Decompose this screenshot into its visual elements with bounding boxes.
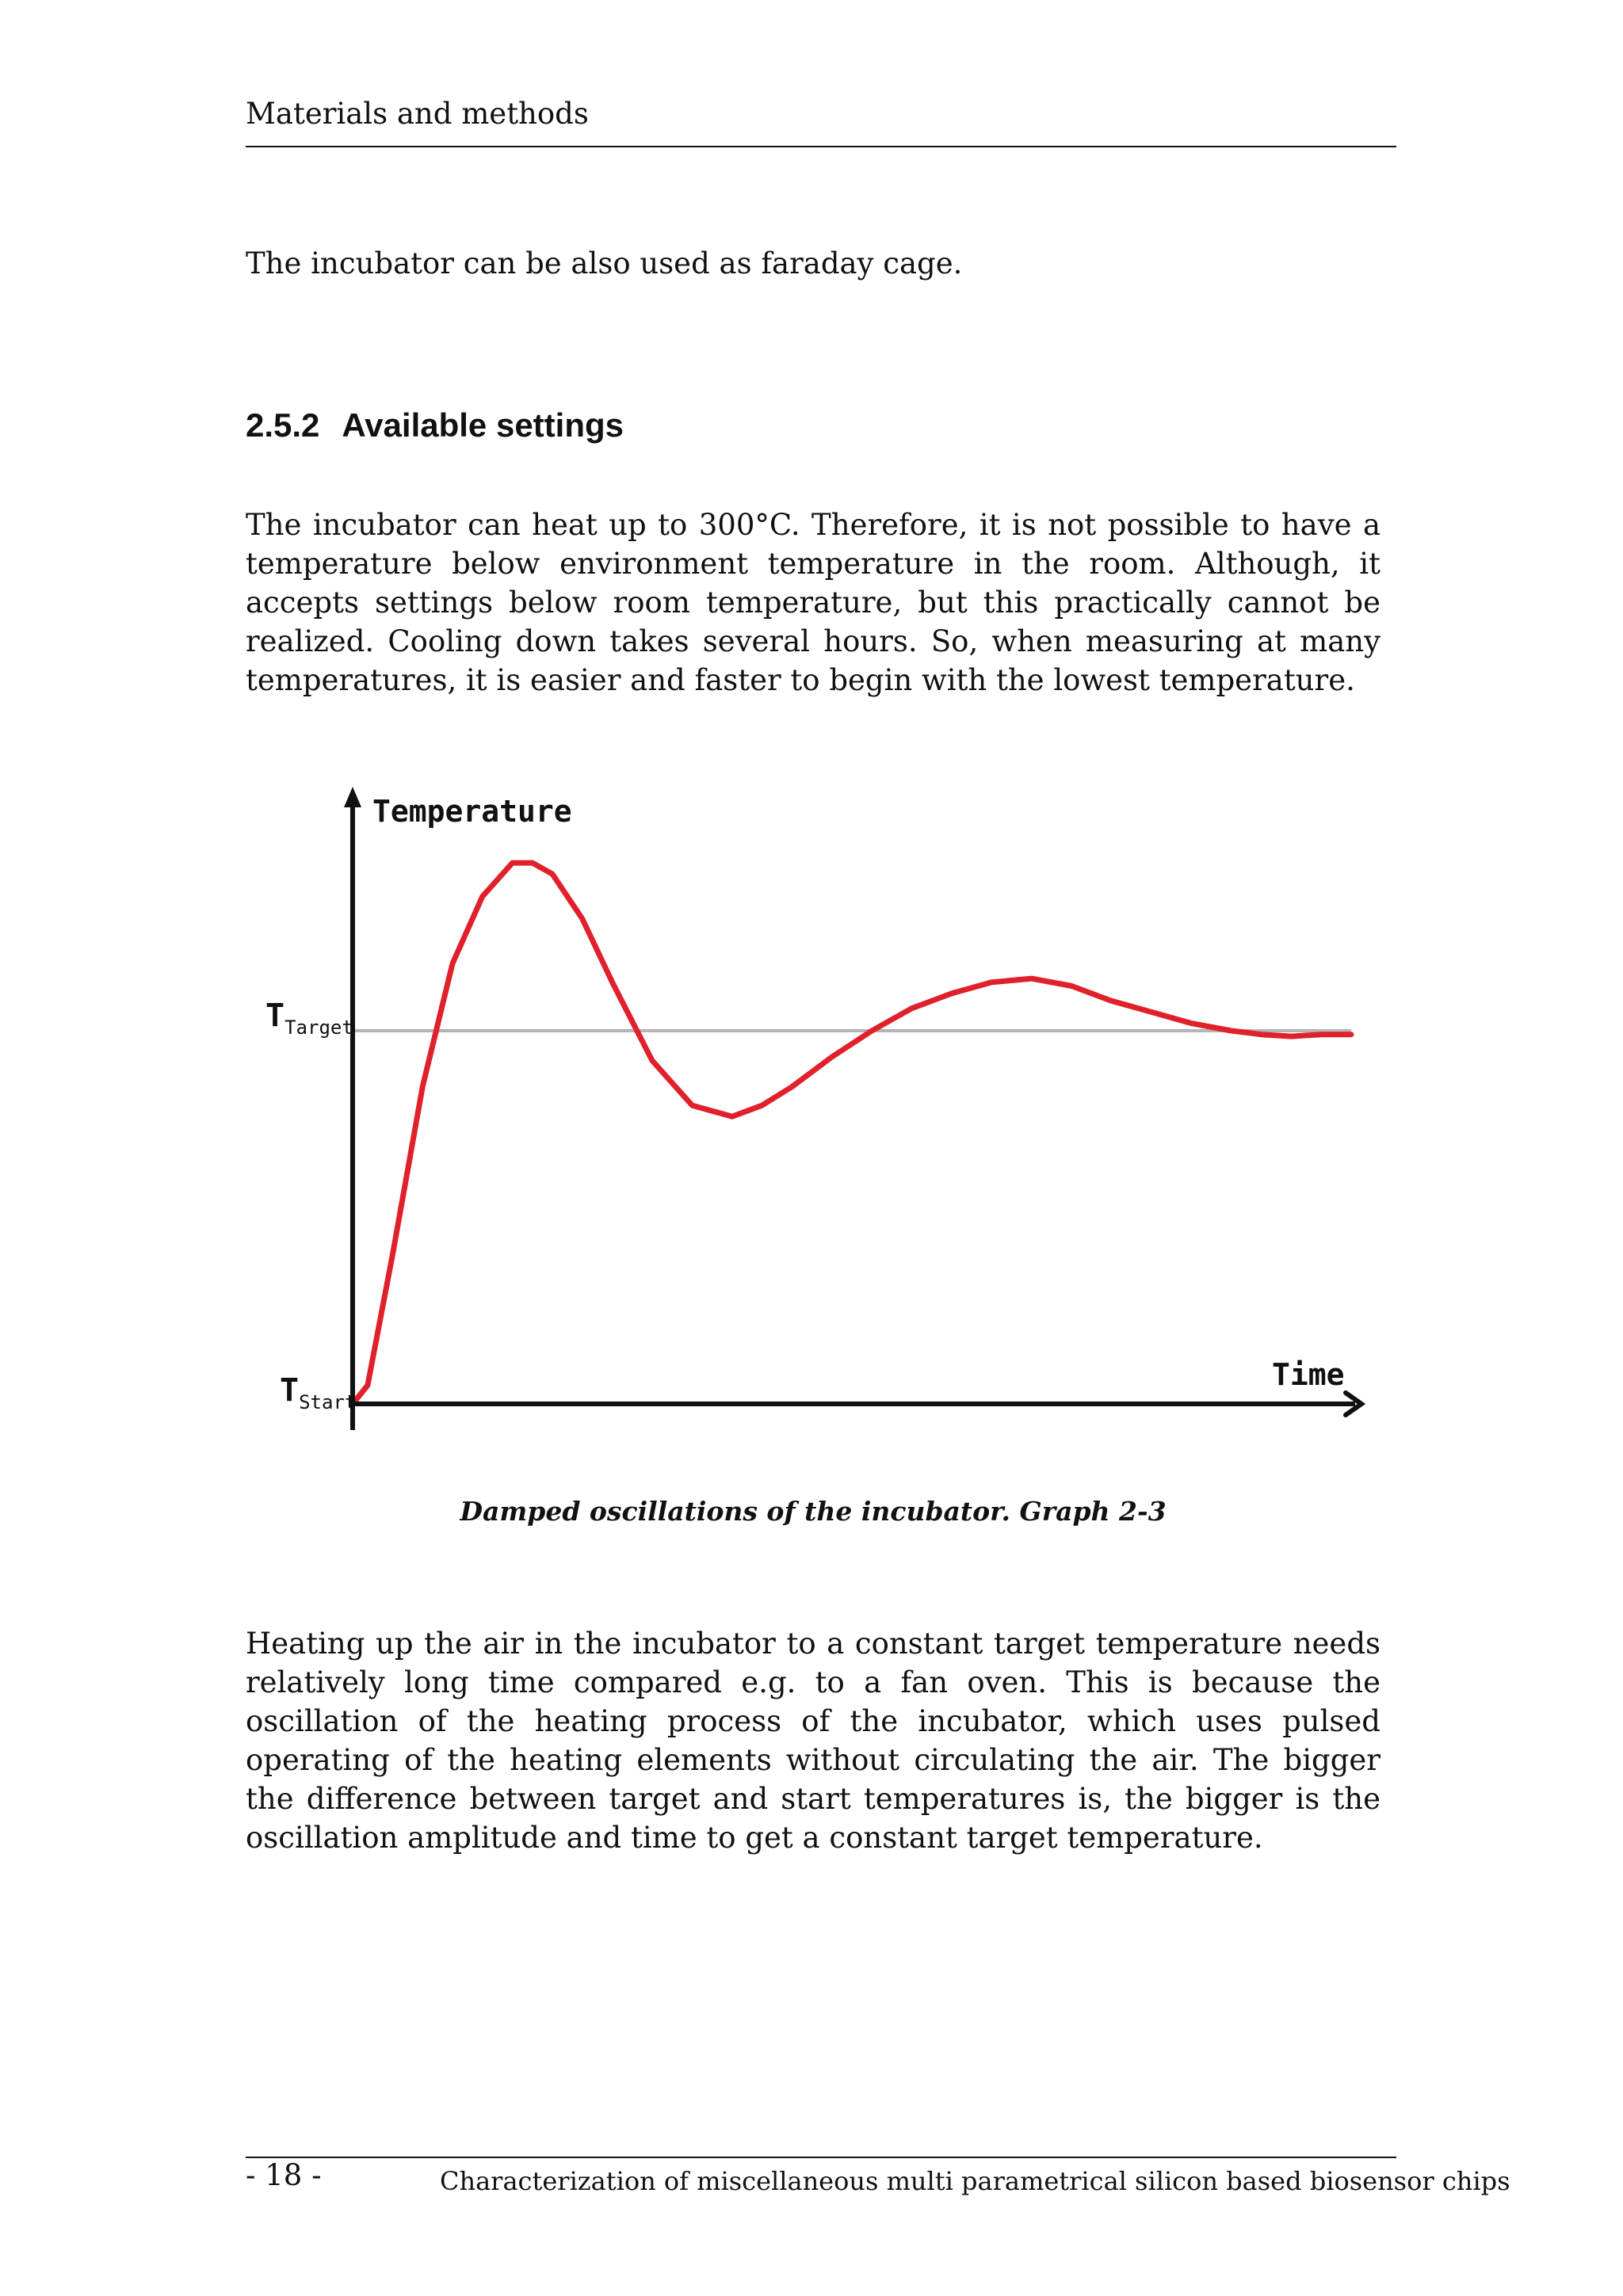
page-number: - 18 - [246, 2158, 322, 2192]
tick-target-sub: Target [285, 1016, 353, 1039]
section-number: 2.5.2 [246, 406, 320, 444]
intro-paragraph: The incubator can be also used as faraday cage. [246, 246, 963, 280]
figure-caption: Damped oscillations of the incubator. Graph 2-3 [460, 1496, 1167, 1527]
x-axis-label: Time [1272, 1357, 1345, 1392]
tick-label-start [280, 1372, 356, 1413]
tick-start-main: T [280, 1372, 300, 1409]
section-heading [246, 406, 624, 445]
section-title: Available settings [342, 406, 624, 444]
tick-label-target [265, 997, 353, 1039]
damped-oscillation-figure [254, 780, 1387, 1446]
running-header: Materials and methods [246, 97, 589, 131]
y-axis-arrowhead [344, 787, 361, 807]
footer-title: Characterization of miscellaneous multi parametrical silicon based biosensor chips [440, 2166, 1510, 2196]
heating-paragraph: Heating up the air in the incubator to a constant target temperature needs relatively long time compared e.g. to a fan oven. This is because the oscillation of the heating process of the incubator, which uses pulsed operating of the heating elements without circulating the air. The bigger the difference between target and start temperatures is, the bigger is the oscillation amplitude and time to get a constant target temperature. [246, 1627, 1381, 1855]
temperature-curve [353, 863, 1351, 1404]
tick-target-main: T [265, 997, 285, 1034]
y-axis-label: Temperature [372, 794, 572, 829]
footer-rule [246, 2157, 1396, 2158]
tick-start-sub: Start [299, 1391, 357, 1413]
settings-paragraph: The incubator can heat up to 300°C. Therefore, it is not possible to have a temperature below environment temperature in the room. Although, it accepts settings below room temperature, but this practically cannot be realized. Cooling down takes several hours. So, when measuring at many temperatures, it is easier and faster to begin with the lowest temperature. [246, 508, 1381, 697]
header-rule [246, 146, 1396, 147]
